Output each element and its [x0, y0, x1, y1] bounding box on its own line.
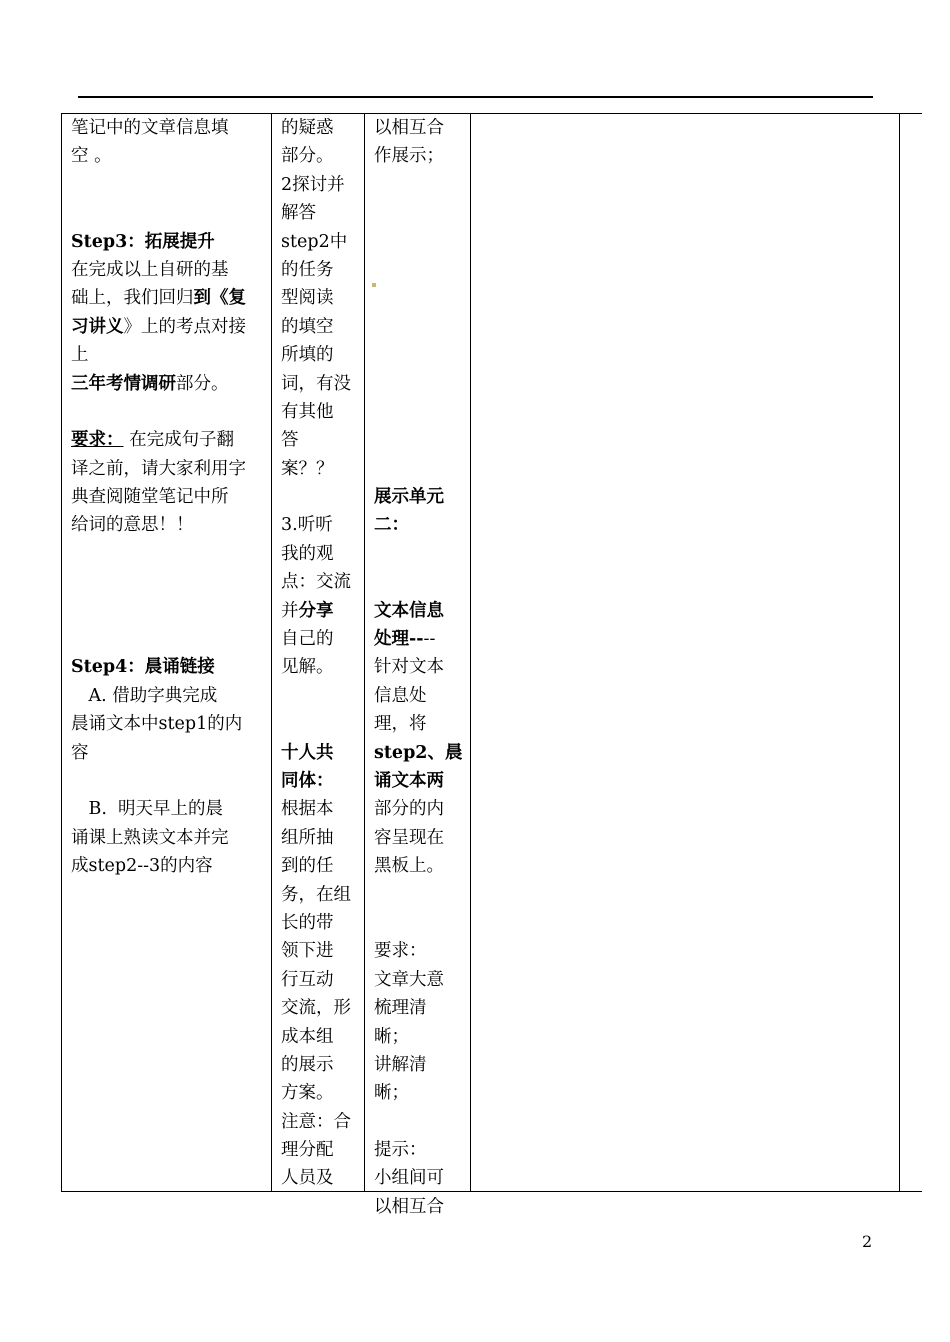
col2-line: 的展示: [281, 1054, 334, 1075]
col2-line: 长的带: [281, 912, 334, 933]
col3-line: 信息处: [374, 685, 427, 706]
col3-line: 黑板上。: [374, 856, 444, 877]
col2-line: 解答: [281, 203, 316, 224]
col2-line: 的填空: [281, 316, 334, 337]
col3-line: 针对文本: [374, 657, 444, 678]
col3-line: [374, 540, 466, 568]
col2-line: 务，在组: [281, 884, 351, 905]
col1-line: Step4：晨诵链接: [71, 657, 215, 678]
col1-line: 上: [71, 345, 89, 366]
col1-line: 笔记中的文章信息填: [71, 118, 229, 138]
col3-line: [374, 1108, 466, 1136]
col3-line: [374, 256, 466, 284]
table-divider-4: [899, 113, 900, 1192]
col3-line: [374, 568, 466, 596]
col3-line: 处理----: [374, 629, 436, 650]
col2-line: 有其他: [281, 401, 334, 422]
col3-line: 以相互合: [374, 1196, 444, 1217]
col1-line: [71, 398, 267, 426]
col1-line: [71, 625, 267, 653]
col2-line: 理分配: [281, 1140, 334, 1161]
col1-line: 要求： 在完成句子翻: [71, 430, 235, 451]
table-divider-3: [470, 113, 471, 1192]
stray-mark: [372, 283, 376, 287]
col1-line: 译之前，请大家利用字: [71, 458, 246, 479]
col1-line: 成step2--3的内容: [71, 856, 213, 877]
column-self-study: [71, 114, 267, 881]
col3-line: [374, 455, 466, 483]
col2-line: 的疑惑: [281, 118, 334, 138]
col1-line: 容: [71, 742, 89, 763]
col3-line: [374, 426, 466, 454]
col3-line: [374, 171, 466, 199]
col1-line: [71, 767, 267, 795]
col2-line: 的任务: [281, 259, 334, 280]
col2-line: 所填的: [281, 345, 334, 366]
col3-line: [374, 313, 466, 341]
col2-line: step2中: [281, 231, 348, 252]
col1-line: [71, 597, 267, 625]
col1-line: [71, 171, 267, 199]
col2-line: 见解。: [281, 657, 334, 678]
col1-line: 三年考情调研部分。: [71, 373, 229, 394]
table-divider-1: [271, 113, 272, 1192]
col1-line: 晨诵文本中step1的内: [71, 714, 243, 735]
col3-line: 理，将: [374, 714, 427, 735]
col1-line: 典查阅随堂笔记中所: [71, 487, 229, 508]
col2-line: [281, 682, 361, 710]
col2-line: 词，有没: [281, 373, 351, 394]
col1-line: 空 。: [71, 146, 112, 167]
col2-line: 我的观: [281, 543, 334, 564]
col3-line: [374, 199, 466, 227]
col3-line: step2、晨: [374, 742, 463, 763]
col2-line: [281, 483, 361, 511]
col1-line: 给词的意思！！: [71, 515, 194, 536]
col1-line: [71, 540, 267, 568]
col2-line: 点：交流: [281, 572, 351, 593]
col1-line: 在完成以上自研的基: [71, 259, 229, 280]
col3-line: [374, 284, 466, 312]
col1-line: [71, 199, 267, 227]
col3-line: [374, 909, 466, 937]
table-border-bottom: [61, 1191, 922, 1192]
col1-line: A. 借助字典完成: [71, 685, 218, 706]
col2-line: 部分。: [281, 146, 334, 167]
col2-line: 答: [281, 430, 299, 451]
col2-line: 并分享: [281, 600, 334, 621]
col2-line: 案？？: [281, 458, 334, 479]
col3-line: 二：: [374, 515, 409, 536]
col3-line: 诵文本两: [374, 770, 444, 791]
col3-line: 小组间可: [374, 1168, 444, 1189]
col3-line: 讲解清: [374, 1054, 427, 1075]
col3-line: [374, 228, 466, 256]
col3-line: 要求：: [374, 941, 427, 962]
col3-line: 以相互合: [374, 118, 444, 138]
col3-line: 提示：: [374, 1140, 427, 1161]
col2-line: 注意：合: [281, 1111, 351, 1132]
col3-line: 文本信息: [374, 600, 444, 621]
column-discussion: [281, 114, 361, 1193]
col2-line: 十人共: [281, 742, 334, 763]
col2-line: 交流，形: [281, 998, 351, 1019]
col1-line: 习讲义》上的考点对接: [71, 316, 246, 337]
col3-line: 展示单元: [374, 487, 444, 508]
col3-line: 晰；: [374, 1083, 409, 1104]
col3-line: [374, 341, 466, 369]
col2-line: 3.听听: [281, 515, 333, 536]
col3-line: [374, 370, 466, 398]
col3-line: 容呈现在: [374, 827, 444, 848]
col3-line: [374, 881, 466, 909]
col2-line: 成本组: [281, 1026, 334, 1047]
col2-line: 人员及: [281, 1168, 334, 1189]
col2-line: 型阅读: [281, 288, 334, 309]
col1-line: 诵课上熟读文本并完: [71, 827, 229, 848]
col2-line: 自己的: [281, 629, 334, 650]
col3-line: 部分的内: [374, 799, 444, 820]
col2-line: 到的任: [281, 856, 334, 877]
col2-line: [281, 710, 361, 738]
col2-line: 方案。: [281, 1083, 334, 1104]
col1-line: Step3：拓展提升: [71, 231, 215, 252]
col3-line: 梳理清: [374, 998, 427, 1019]
col2-line: 根据本: [281, 799, 334, 820]
col3-line: 作展示；: [374, 146, 444, 167]
col3-line: 晰；: [374, 1026, 409, 1047]
col1-line: 础上，我们回归到《复: [71, 288, 246, 309]
column-presentation: [374, 114, 466, 1221]
col2-line: 同体：: [281, 770, 334, 791]
col2-line: 领下进: [281, 941, 334, 962]
page-number: 2: [862, 1232, 873, 1251]
table-divider-2: [364, 113, 365, 1192]
col2-line: 行互动: [281, 969, 334, 990]
header-rule: [78, 96, 873, 98]
col1-line: [71, 568, 267, 596]
col3-line: [374, 398, 466, 426]
col2-line: 组所抽: [281, 827, 334, 848]
col1-line: B. 明天早上的晨: [71, 799, 224, 820]
col3-line: 文章大意: [374, 969, 444, 990]
table-border-left: [61, 113, 62, 1192]
col2-line: 2探讨并: [281, 174, 345, 195]
